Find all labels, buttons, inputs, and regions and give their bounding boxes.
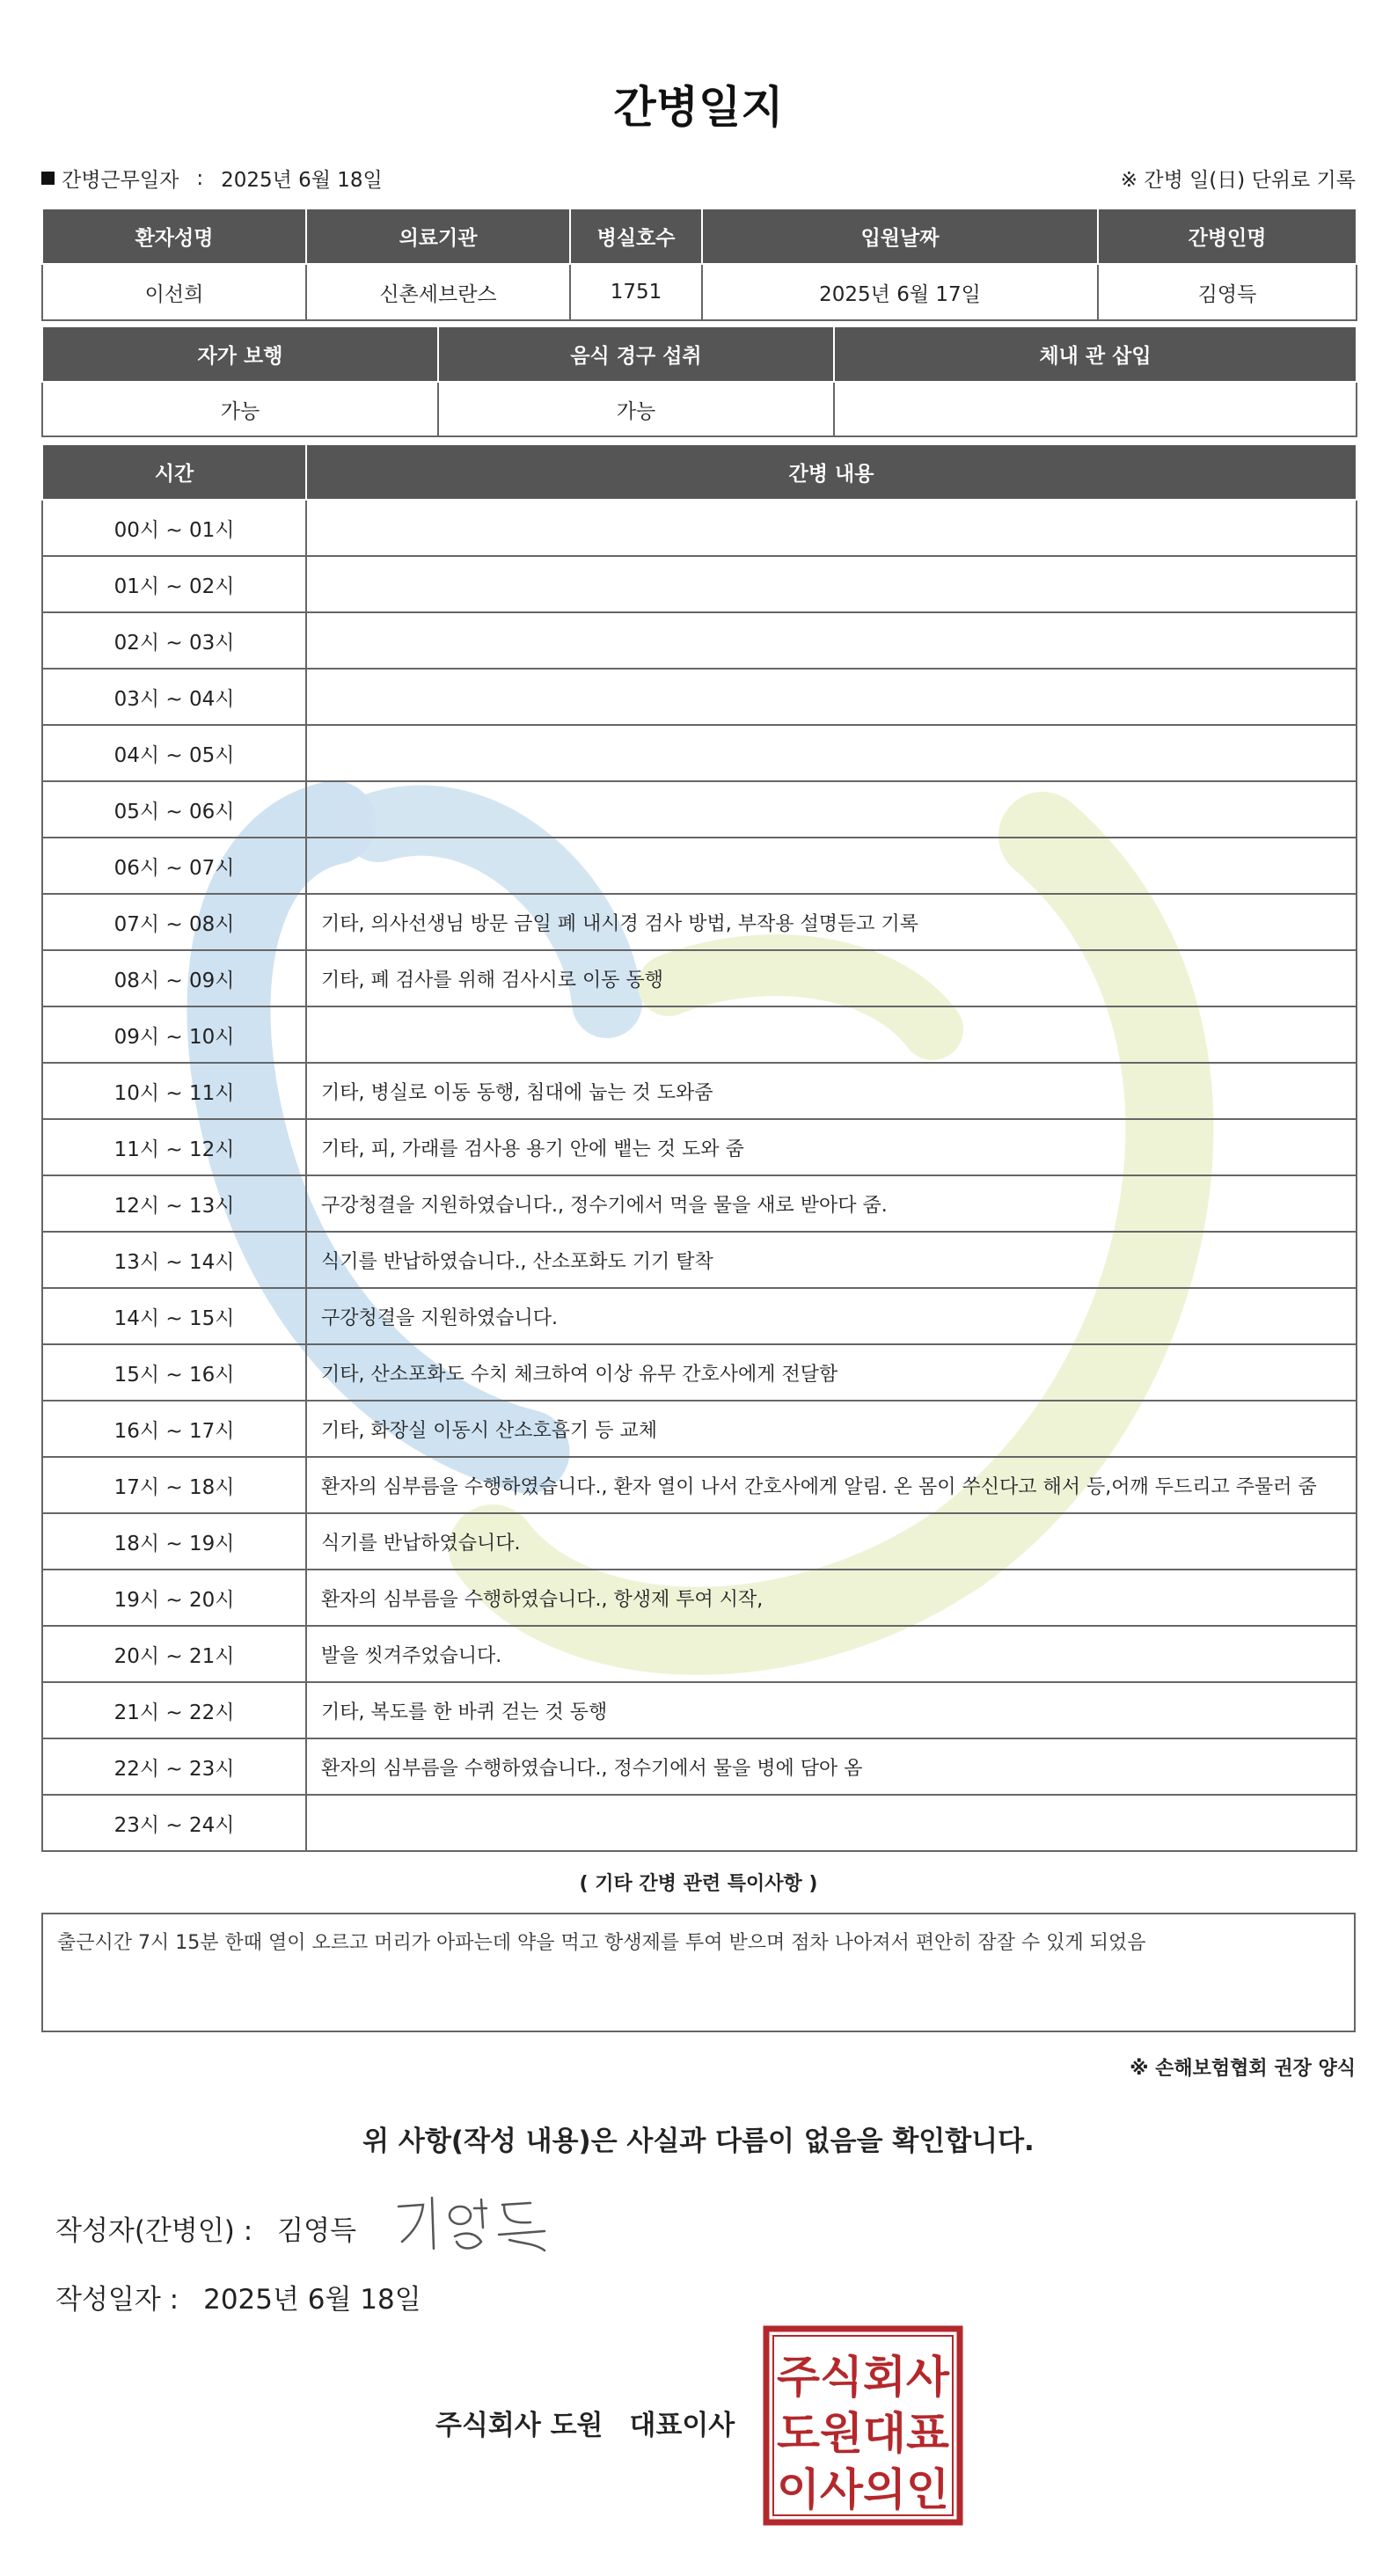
log-content: 기타, 화장실 이동시 산소호흡기 등 교체 [306,1401,1357,1457]
caregiver-name: 김영득 [1098,264,1357,320]
log-content [306,725,1357,781]
company-name: 주식회사 도원 [435,2410,603,2441]
bullet-square-icon [41,172,55,185]
log-content: 환자의 심부름을 수행하였습니다., 항생제 투여 시작, [306,1570,1357,1626]
log-time: 01시 ~ 02시 [42,556,306,612]
table-row [42,838,1357,894]
document-title: 간병일지 [613,82,784,133]
log-time: 06시 ~ 07시 [42,838,306,894]
written-date-line [55,2277,421,2316]
patient-status-table [41,326,1357,437]
log-content [306,1795,1357,1851]
table-row [42,1457,1357,1513]
log-content: 기타, 폐 검사를 위해 검사시로 이동 동행 [306,950,1357,1006]
log-content: 식기를 반납하였습니다. [306,1513,1357,1570]
confirmation-statement: 위 사항(작성 내용)은 사실과 다름이 없음을 확인합니다. [362,2126,1035,2157]
log-time: 15시 ~ 16시 [42,1344,306,1401]
header-oral-intake: 음식 경구 섭취 [438,326,834,382]
seal-line-1: 주식회사 [777,2352,950,2403]
log-content [306,612,1357,669]
log-content: 기타, 피, 가래를 검사용 용기 안에 뱉는 것 도와 줌 [306,1119,1357,1175]
notes-title: ( 기타 간병 관련 특이사항 ) [579,1873,818,1895]
care-log-table [41,443,1357,1852]
log-time: 14시 ~ 15시 [42,1288,306,1344]
log-time: 13시 ~ 14시 [42,1232,306,1288]
log-time: 23시 ~ 24시 [42,1795,306,1851]
handwritten-signature [390,2189,566,2259]
log-content [306,838,1357,894]
table-row [42,1682,1357,1738]
log-time: 16시 ~ 17시 [42,1401,306,1457]
header-room-number: 병실호수 [570,209,702,264]
table-row [42,950,1357,1006]
care-log-body [42,500,1357,1851]
table-row [42,1232,1357,1288]
table-row [42,1626,1357,1682]
log-time: 21시 ~ 22시 [42,1682,306,1738]
table-row [42,556,1357,612]
table-row [42,1570,1357,1626]
notes-box: 출근시간 7시 15분 한때 열이 오르고 머리가 아파는데 약을 먹고 항생제를 투여 받으며 점차 나아져서 편안히 잠잘 수 있게 되었음 [41,1913,1356,2032]
work-date [41,164,383,193]
header-admission-date: 입원날짜 [702,209,1098,264]
table-row [42,1344,1357,1401]
log-content [306,1006,1357,1063]
patient-name: 이선희 [42,264,306,320]
table-row [42,612,1357,669]
form-note: ※ 손해보험협회 권장 양식 [1130,2058,1356,2080]
log-time: 02시 ~ 03시 [42,612,306,669]
log-time: 08시 ~ 09시 [42,950,306,1006]
log-time: 18시 ~ 19시 [42,1513,306,1570]
log-time: 07시 ~ 08시 [42,894,306,950]
log-time: 11시 ~ 12시 [42,1119,306,1175]
log-time: 20시 ~ 21시 [42,1626,306,1682]
header-caregiver-name: 간병인명 [1098,209,1357,264]
log-content: 구강청결을 지원하였습니다., 정수기에서 먹을 물을 새로 받아다 줌. [306,1175,1357,1232]
log-content: 구강청결을 지원하였습니다. [306,1288,1357,1344]
seal-line-3: 이사의인 [777,2464,949,2515]
work-date-separator: : [196,166,204,190]
company-line [435,2403,735,2442]
log-content [306,669,1357,725]
oral-intake-value: 가능 [438,382,834,436]
writer-line [55,2208,356,2248]
table-row [42,1795,1357,1851]
log-time: 04시 ~ 05시 [42,725,306,781]
header-hospital: 의료기관 [306,209,570,264]
log-content: 기타, 산소포화도 수치 체크하여 이상 유무 간호사에게 전달함 [306,1344,1357,1401]
table-row [42,781,1357,838]
header-care-content: 간병 내용 [306,444,1357,500]
log-time: 05시 ~ 06시 [42,781,306,838]
table-row [42,1063,1357,1119]
table-row [42,500,1357,556]
table-row [42,1738,1357,1795]
header-self-walking: 자가 보행 [42,326,438,382]
table-row [42,1119,1357,1175]
record-note: ※ 간병 일(日) 단위로 기록 [1120,169,1356,192]
tube-insertion-value [834,382,1357,436]
log-content: 환자의 심부름을 수행하였습니다., 정수기에서 물을 병에 담아 옴 [306,1738,1357,1795]
table-row [42,1401,1357,1457]
table-row [42,1513,1357,1570]
log-time: 19시 ~ 20시 [42,1570,306,1626]
table-row [42,1288,1357,1344]
table-row [42,1175,1357,1232]
log-content [306,556,1357,612]
work-date-label: 간병근무일자 [62,169,179,192]
company-title: 대표이사 [629,2410,735,2441]
log-time: 12시 ~ 13시 [42,1175,306,1232]
writer-label: 작성자(간병인) : [55,2215,253,2247]
log-time: 17시 ~ 18시 [42,1457,306,1513]
writer-name: 김영득 [277,2215,357,2247]
header-patient-name: 환자성명 [42,209,306,264]
patient-info-table [41,208,1357,321]
log-content: 기타, 의사선생님 방문 금일 폐 내시경 검사 방법, 부작용 설명듣고 기록 [306,894,1357,950]
log-content [306,781,1357,838]
log-time: 03시 ~ 04시 [42,669,306,725]
written-date-label: 작성일자 : [55,2284,179,2316]
log-time: 22시 ~ 23시 [42,1738,306,1795]
work-date-value: 2025년 6월 18일 [221,169,383,192]
table-row [42,725,1357,781]
table-row [42,1006,1357,1063]
log-time: 00시 ~ 01시 [42,500,306,556]
hospital: 신촌세브란스 [306,264,570,320]
written-date-value: 2025년 6월 18일 [203,2284,421,2316]
admission-date: 2025년 6월 17일 [702,264,1098,320]
header-tube-insertion: 체내 관 삽입 [834,326,1357,382]
company-seal-stamp [763,2325,963,2526]
log-content: 발을 씻겨주었습니다. [306,1626,1357,1682]
self-walking-value: 가능 [42,382,438,436]
header-time: 시간 [42,444,306,500]
seal-line-2: 도원대표 [777,2408,950,2459]
log-content: 기타, 복도를 한 바퀴 걷는 것 동행 [306,1682,1357,1738]
log-content: 기타, 병실로 이동 동행, 침대에 눕는 것 도와줌 [306,1063,1357,1119]
table-row [42,669,1357,725]
log-time: 10시 ~ 11시 [42,1063,306,1119]
log-content: 환자의 심부름을 수행하였습니다., 환자 열이 나서 간호사에게 알림. 온 몸이 쑤신다고 해서 등,어깨 두드리고 주물러 줌 [306,1457,1357,1513]
room-number: 1751 [570,264,702,320]
table-row [42,894,1357,950]
log-content: 식기를 반납하였습니다., 산소포화도 기기 탈착 [306,1232,1357,1288]
meta-row [41,164,1356,195]
log-content [306,500,1357,556]
log-time: 09시 ~ 10시 [42,1006,306,1063]
